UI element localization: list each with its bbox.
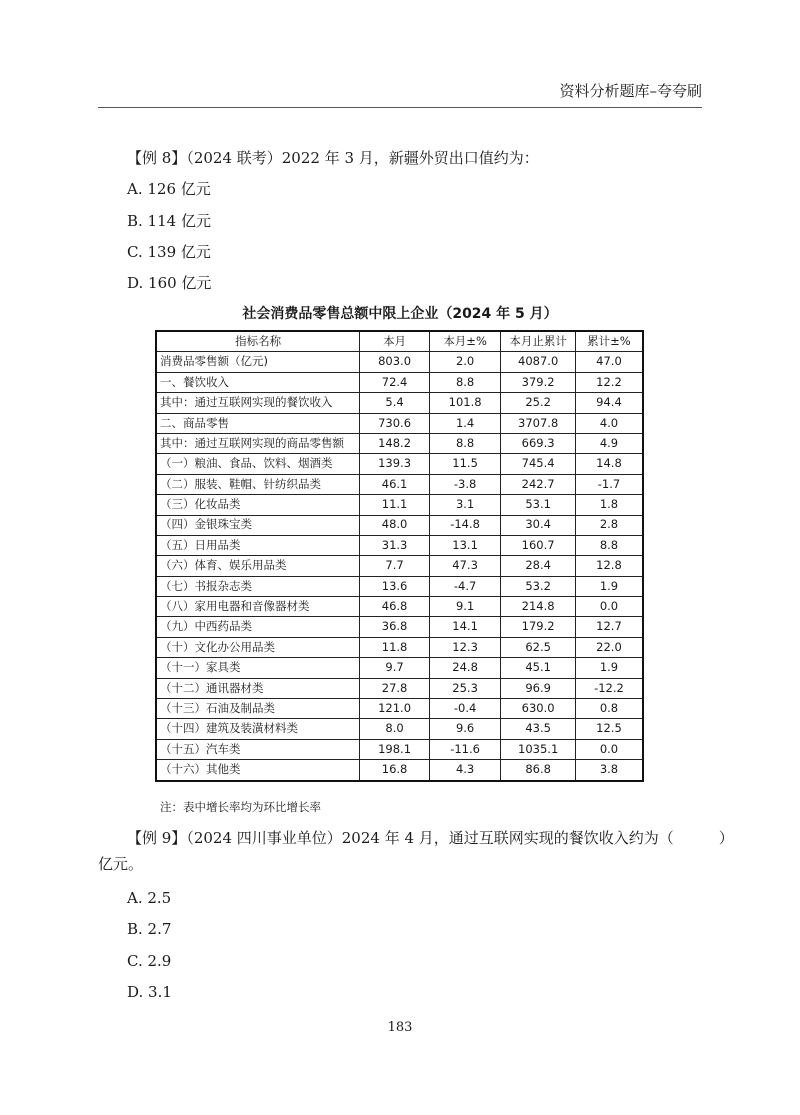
cell-cumulative-change: 3.8 [575, 760, 643, 781]
cell-cumulative-change: 2.8 [575, 515, 643, 535]
cell-month: 8.0 [360, 719, 430, 739]
table-row [156, 658, 643, 678]
cell-month: 9.7 [360, 658, 430, 678]
cell-month: 72.4 [360, 372, 430, 392]
question-9-option-b: B. 2.7 [127, 920, 172, 938]
table-row [156, 372, 643, 392]
cell-month-change: -0.4 [429, 699, 501, 719]
table-row [156, 352, 643, 372]
table-row [156, 433, 643, 453]
question-9-option-d: D. 3.1 [127, 983, 172, 1001]
table-row [156, 597, 643, 617]
cell-indicator: 二、商品零售 [156, 413, 360, 433]
cell-month: 13.6 [360, 576, 430, 596]
cell-indicator: （十二）通讯器材类 [156, 678, 360, 698]
cell-month-change: 1.4 [429, 413, 501, 433]
cell-cumulative-change: 47.0 [575, 352, 643, 372]
cell-cumulative: 25.2 [501, 393, 576, 413]
cell-month: 198.1 [360, 739, 430, 759]
cell-month: 7.7 [360, 556, 430, 576]
cell-cumulative: 214.8 [501, 597, 576, 617]
cell-month-change: 4.3 [429, 760, 501, 781]
cell-indicator: （八）家用电器和音像器材类 [156, 597, 360, 617]
cell-indicator: 其中：通过互联网实现的商品零售额 [156, 433, 360, 453]
cell-indicator: （三）化妆品类 [156, 495, 360, 515]
cell-indicator: 消费品零售额（亿元) [156, 352, 360, 372]
cell-month-change: 24.8 [429, 658, 501, 678]
cell-indicator: （十四）建筑及装潢材料类 [156, 719, 360, 739]
cell-cumulative: 242.7 [501, 474, 576, 494]
cell-cumulative: 86.8 [501, 760, 576, 781]
question-8-option-d: D. 160 亿元 [127, 274, 212, 292]
cell-cumulative-change: 12.5 [575, 719, 643, 739]
cell-cumulative-change: 4.9 [575, 433, 643, 453]
question-9-text: 2024 年 4 月，通过互联网实现的餐饮收入约为（ ） [341, 829, 734, 847]
cell-cumulative: 96.9 [501, 678, 576, 698]
question-9-label: 【例 9】 [127, 829, 187, 847]
cell-month: 803.0 [360, 352, 430, 372]
cell-cumulative: 1035.1 [501, 739, 576, 759]
cell-cumulative-change: 14.8 [575, 454, 643, 474]
cell-month-change: -14.8 [429, 515, 501, 535]
cell-cumulative: 28.4 [501, 556, 576, 576]
cell-month-change: 13.1 [429, 535, 501, 555]
cell-month: 46.1 [360, 474, 430, 494]
table-row [156, 556, 643, 576]
cell-month: 48.0 [360, 515, 430, 535]
cell-indicator: （十）文化办公用品类 [156, 637, 360, 657]
cell-month-change: 101.8 [429, 393, 501, 413]
cell-indicator: （五）日用品类 [156, 535, 360, 555]
header-divider [98, 107, 702, 108]
question-8-option-b: B. 114 亿元 [127, 212, 211, 230]
cell-cumulative: 4087.0 [501, 352, 576, 372]
cell-indicator: （六）体育、娱乐用品类 [156, 556, 360, 576]
table-title: 社会消费品零售总额中限上企业（2024 年 5 月） [242, 306, 558, 322]
cell-month: 27.8 [360, 678, 430, 698]
cell-cumulative-change: -12.2 [575, 678, 643, 698]
cell-month-change: 47.3 [429, 556, 501, 576]
cell-month-change: 12.3 [429, 637, 501, 657]
cell-indicator: （二）服装、鞋帽、针纺织品类 [156, 474, 360, 494]
cell-month: 11.1 [360, 495, 430, 515]
cell-indicator: （一）粮油、食品、饮料、烟酒类 [156, 454, 360, 474]
cell-cumulative: 30.4 [501, 515, 576, 535]
table-row [156, 474, 643, 494]
question-9-text-continued: 亿元。 [98, 855, 144, 873]
table-row [156, 760, 643, 781]
table-header-row [156, 331, 643, 352]
cell-month: 11.8 [360, 637, 430, 657]
table-row [156, 413, 643, 433]
cell-indicator: （十三）石油及制品类 [156, 699, 360, 719]
question-9 [127, 827, 734, 848]
table-row [156, 678, 643, 698]
cell-cumulative-change: 94.4 [575, 393, 643, 413]
cell-cumulative: 62.5 [501, 637, 576, 657]
cell-cumulative-change: 1.9 [575, 576, 643, 596]
cell-month-change: 8.8 [429, 372, 501, 392]
question-8-text: 2022 年 3 月，新疆外贸出口值约为： [281, 149, 539, 167]
cell-cumulative: 43.5 [501, 719, 576, 739]
cell-month: 730.6 [360, 413, 430, 433]
header-cumulative: 本月止累计 [501, 331, 576, 352]
cell-month: 46.8 [360, 597, 430, 617]
cell-month: 16.8 [360, 760, 430, 781]
cell-indicator: （十六）其他类 [156, 760, 360, 781]
table-row [156, 393, 643, 413]
question-8 [127, 147, 539, 168]
cell-month: 31.3 [360, 535, 430, 555]
header-month-change: 本月±% [429, 331, 501, 352]
cell-month-change: 14.1 [429, 617, 501, 637]
table-row [156, 699, 643, 719]
table-row [156, 637, 643, 657]
table-row [156, 739, 643, 759]
cell-cumulative: 45.1 [501, 658, 576, 678]
cell-cumulative-change: 1.9 [575, 658, 643, 678]
cell-month-change: -3.8 [429, 474, 501, 494]
question-9-source: （2024 四川事业单位） [186, 829, 342, 847]
cell-cumulative-change: 0.8 [575, 699, 643, 719]
table-note: 注：表中增长率均为环比增长率 [160, 800, 321, 814]
cell-indicator: 其中：通过互联网实现的餐饮收入 [156, 393, 360, 413]
question-8-label: 【例 8】 [127, 149, 187, 167]
question-9-option-a: A. 2.5 [127, 889, 172, 907]
cell-month: 5.4 [360, 393, 430, 413]
page-header: 资料分析题库–夸夸刷 [559, 82, 702, 100]
table-row [156, 515, 643, 535]
table-row [156, 454, 643, 474]
question-8-option-c: C. 139 亿元 [127, 243, 211, 261]
cell-month-change: 3.1 [429, 495, 501, 515]
cell-month: 36.8 [360, 617, 430, 637]
cell-cumulative-change: -1.7 [575, 474, 643, 494]
cell-month: 121.0 [360, 699, 430, 719]
cell-cumulative: 630.0 [501, 699, 576, 719]
cell-cumulative-change: 0.0 [575, 597, 643, 617]
header-cumulative-change: 累计±% [575, 331, 643, 352]
table-row [156, 719, 643, 739]
cell-month-change: 11.5 [429, 454, 501, 474]
cell-cumulative: 379.2 [501, 372, 576, 392]
cell-cumulative: 179.2 [501, 617, 576, 637]
cell-month-change: -11.6 [429, 739, 501, 759]
cell-cumulative: 160.7 [501, 535, 576, 555]
cell-month-change: 8.8 [429, 433, 501, 453]
cell-month: 139.3 [360, 454, 430, 474]
question-8-source: （2024 联考） [186, 149, 282, 167]
cell-month: 148.2 [360, 433, 430, 453]
cell-cumulative-change: 12.2 [575, 372, 643, 392]
table-row [156, 576, 643, 596]
retail-sales-table [155, 330, 644, 782]
question-9-option-c: C. 2.9 [127, 952, 172, 970]
cell-month-change: 25.3 [429, 678, 501, 698]
cell-month-change: 9.6 [429, 719, 501, 739]
cell-indicator: （七）书报杂志类 [156, 576, 360, 596]
cell-cumulative: 3707.8 [501, 413, 576, 433]
cell-cumulative-change: 8.8 [575, 535, 643, 555]
cell-cumulative: 53.2 [501, 576, 576, 596]
cell-indicator: （十一）家具类 [156, 658, 360, 678]
cell-month-change: 2.0 [429, 352, 501, 372]
cell-cumulative-change: 12.8 [575, 556, 643, 576]
cell-cumulative-change: 0.0 [575, 739, 643, 759]
table-row [156, 495, 643, 515]
table-row [156, 617, 643, 637]
page-number: 183 [387, 1020, 413, 1035]
header-month: 本月 [360, 331, 430, 352]
cell-month-change: -4.7 [429, 576, 501, 596]
cell-indicator: （四）金银珠宝类 [156, 515, 360, 535]
cell-cumulative-change: 22.0 [575, 637, 643, 657]
cell-indicator: 一、餐饮收入 [156, 372, 360, 392]
cell-month-change: 9.1 [429, 597, 501, 617]
cell-cumulative: 669.3 [501, 433, 576, 453]
cell-cumulative: 745.4 [501, 454, 576, 474]
question-8-option-a: A. 126 亿元 [127, 180, 211, 198]
cell-cumulative-change: 4.0 [575, 413, 643, 433]
cell-indicator: （九）中西药品类 [156, 617, 360, 637]
cell-cumulative: 53.1 [501, 495, 576, 515]
cell-indicator: （十五）汽车类 [156, 739, 360, 759]
table-row [156, 535, 643, 555]
cell-cumulative-change: 1.8 [575, 495, 643, 515]
header-indicator: 指标名称 [156, 331, 360, 352]
cell-cumulative-change: 12.7 [575, 617, 643, 637]
